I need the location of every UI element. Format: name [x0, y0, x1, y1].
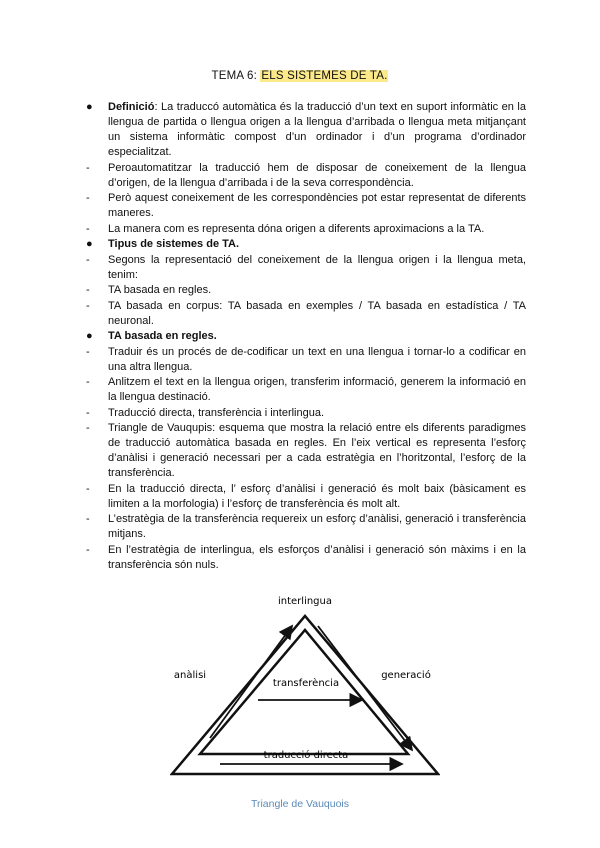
item-bold-text: Definició — [108, 101, 155, 113]
list-item — [86, 345, 526, 375]
section-heading-item — [86, 329, 526, 344]
dash-marker: - — [86, 422, 90, 434]
list-item — [86, 406, 526, 421]
item-text: La manera com es representa dóna origen a diferents aproximacions a la TA. — [108, 222, 485, 235]
title-prefix: TEMA 6: — [211, 70, 261, 82]
page-title — [0, 70, 600, 82]
item-text: TA basada en regles. — [108, 284, 212, 296]
list-item — [86, 375, 526, 405]
dash-marker: - — [86, 253, 90, 266]
item-text: Traduir és un procés de de-codificar un text en una llengua i tornar-lo a codificar en una altra llengua. — [108, 345, 526, 373]
list-item — [86, 161, 526, 191]
item-text: : La traduccó automàtica és la traducció d’un text en suport informàtic en la llengua de partida o llengua origen a la llengua d’arribada o llengua meta mitjançant un sistema informàtic compost d’un ordinador i d’un programa d’ordinador especialitzat. — [108, 101, 526, 158]
item-text: Segons la representació del coneixement de la llengua origen i la llengua meta, tenim: — [108, 253, 526, 281]
dash-marker: - — [86, 284, 90, 296]
section-heading-item — [86, 100, 526, 160]
dash-marker: - — [86, 376, 90, 388]
item-text: En l’estratègia de interlingua, els esforços d’anàlisi i generació són màxims i en la transferència són nuls. — [108, 543, 526, 571]
section-heading-item — [86, 237, 526, 252]
list-item — [86, 191, 526, 221]
dash-marker: - — [86, 482, 90, 495]
dash-marker: - — [86, 192, 90, 204]
figure-caption: Triangle de Vauquois — [250, 798, 350, 810]
dash-marker: - — [86, 222, 90, 235]
label-interlingua: interlingua — [277, 596, 333, 607]
item-text: Triangle de Vauqupis: esquema que mostra la relació entre els diferents paradigmes de traducció automàtica basada en regles. En l’eix vertical es representa l’esforç d’anàlisi i generació necessari per a cada estratègia en l’horitzontal, l’esforç de la transferència. — [108, 422, 526, 479]
list-item — [86, 421, 526, 481]
content-list — [86, 100, 526, 573]
item-text: Anlitzem el text en la llengua origen, transferim informació, generem la informació en la llengua destinació. — [108, 376, 526, 403]
item-bold-text: Tipus de sistemes de TA. — [108, 238, 240, 250]
dash-marker: - — [86, 161, 90, 174]
label-generation: generació — [381, 670, 431, 681]
title-highlight: ELS SISTEMES DE TA. — [261, 70, 388, 82]
list-item — [86, 299, 526, 329]
dash-marker: - — [86, 513, 90, 525]
item-text: Peroautomatitzar la traducció hem de disposar de coneixement de la llengua d’origen, de la llengua d’arribada i de la seva correspondència. — [108, 161, 526, 189]
list-item — [86, 482, 526, 512]
item-text: L’estratègia de la transferència requereix un esforç d’anàlisi, generació i transferència mitjans. — [108, 513, 526, 540]
list-item — [86, 543, 526, 573]
dash-marker: - — [86, 543, 90, 556]
bullet-marker: ● — [86, 101, 93, 113]
label-analysis: anàlisi — [173, 670, 207, 681]
list-item — [86, 222, 526, 237]
inner-triangle — [200, 630, 408, 754]
item-text: En la traducció directa, l’ esforç d’anàlisi i generació és molt baix (bàsicament es limiten a la morfologia) i l’esforç de transferència és molt alt. — [108, 482, 526, 510]
vauquois-triangle-diagram — [170, 588, 440, 788]
dash-marker: - — [86, 345, 90, 358]
dash-marker: - — [86, 406, 90, 419]
item-text: TA basada en corpus: TA basada en exemples / TA basada en estadística / TA neuronal. — [108, 299, 526, 327]
item-text: Traducció directa, transferència i interlingua. — [108, 406, 325, 419]
bullet-marker: ● — [86, 330, 93, 342]
dash-marker: - — [86, 299, 90, 312]
list-item — [86, 283, 526, 298]
bullet-marker: ● — [86, 238, 93, 250]
item-bold-text: TA basada en regles. — [108, 330, 217, 342]
item-text: Però aquest coneixement de les correspondències pot estar representat de diferents maneres. — [108, 192, 526, 219]
list-item — [86, 512, 526, 542]
label-direct-translation: traducció directa — [263, 750, 349, 761]
label-transfer: transferència — [272, 678, 340, 689]
list-item — [86, 253, 526, 283]
